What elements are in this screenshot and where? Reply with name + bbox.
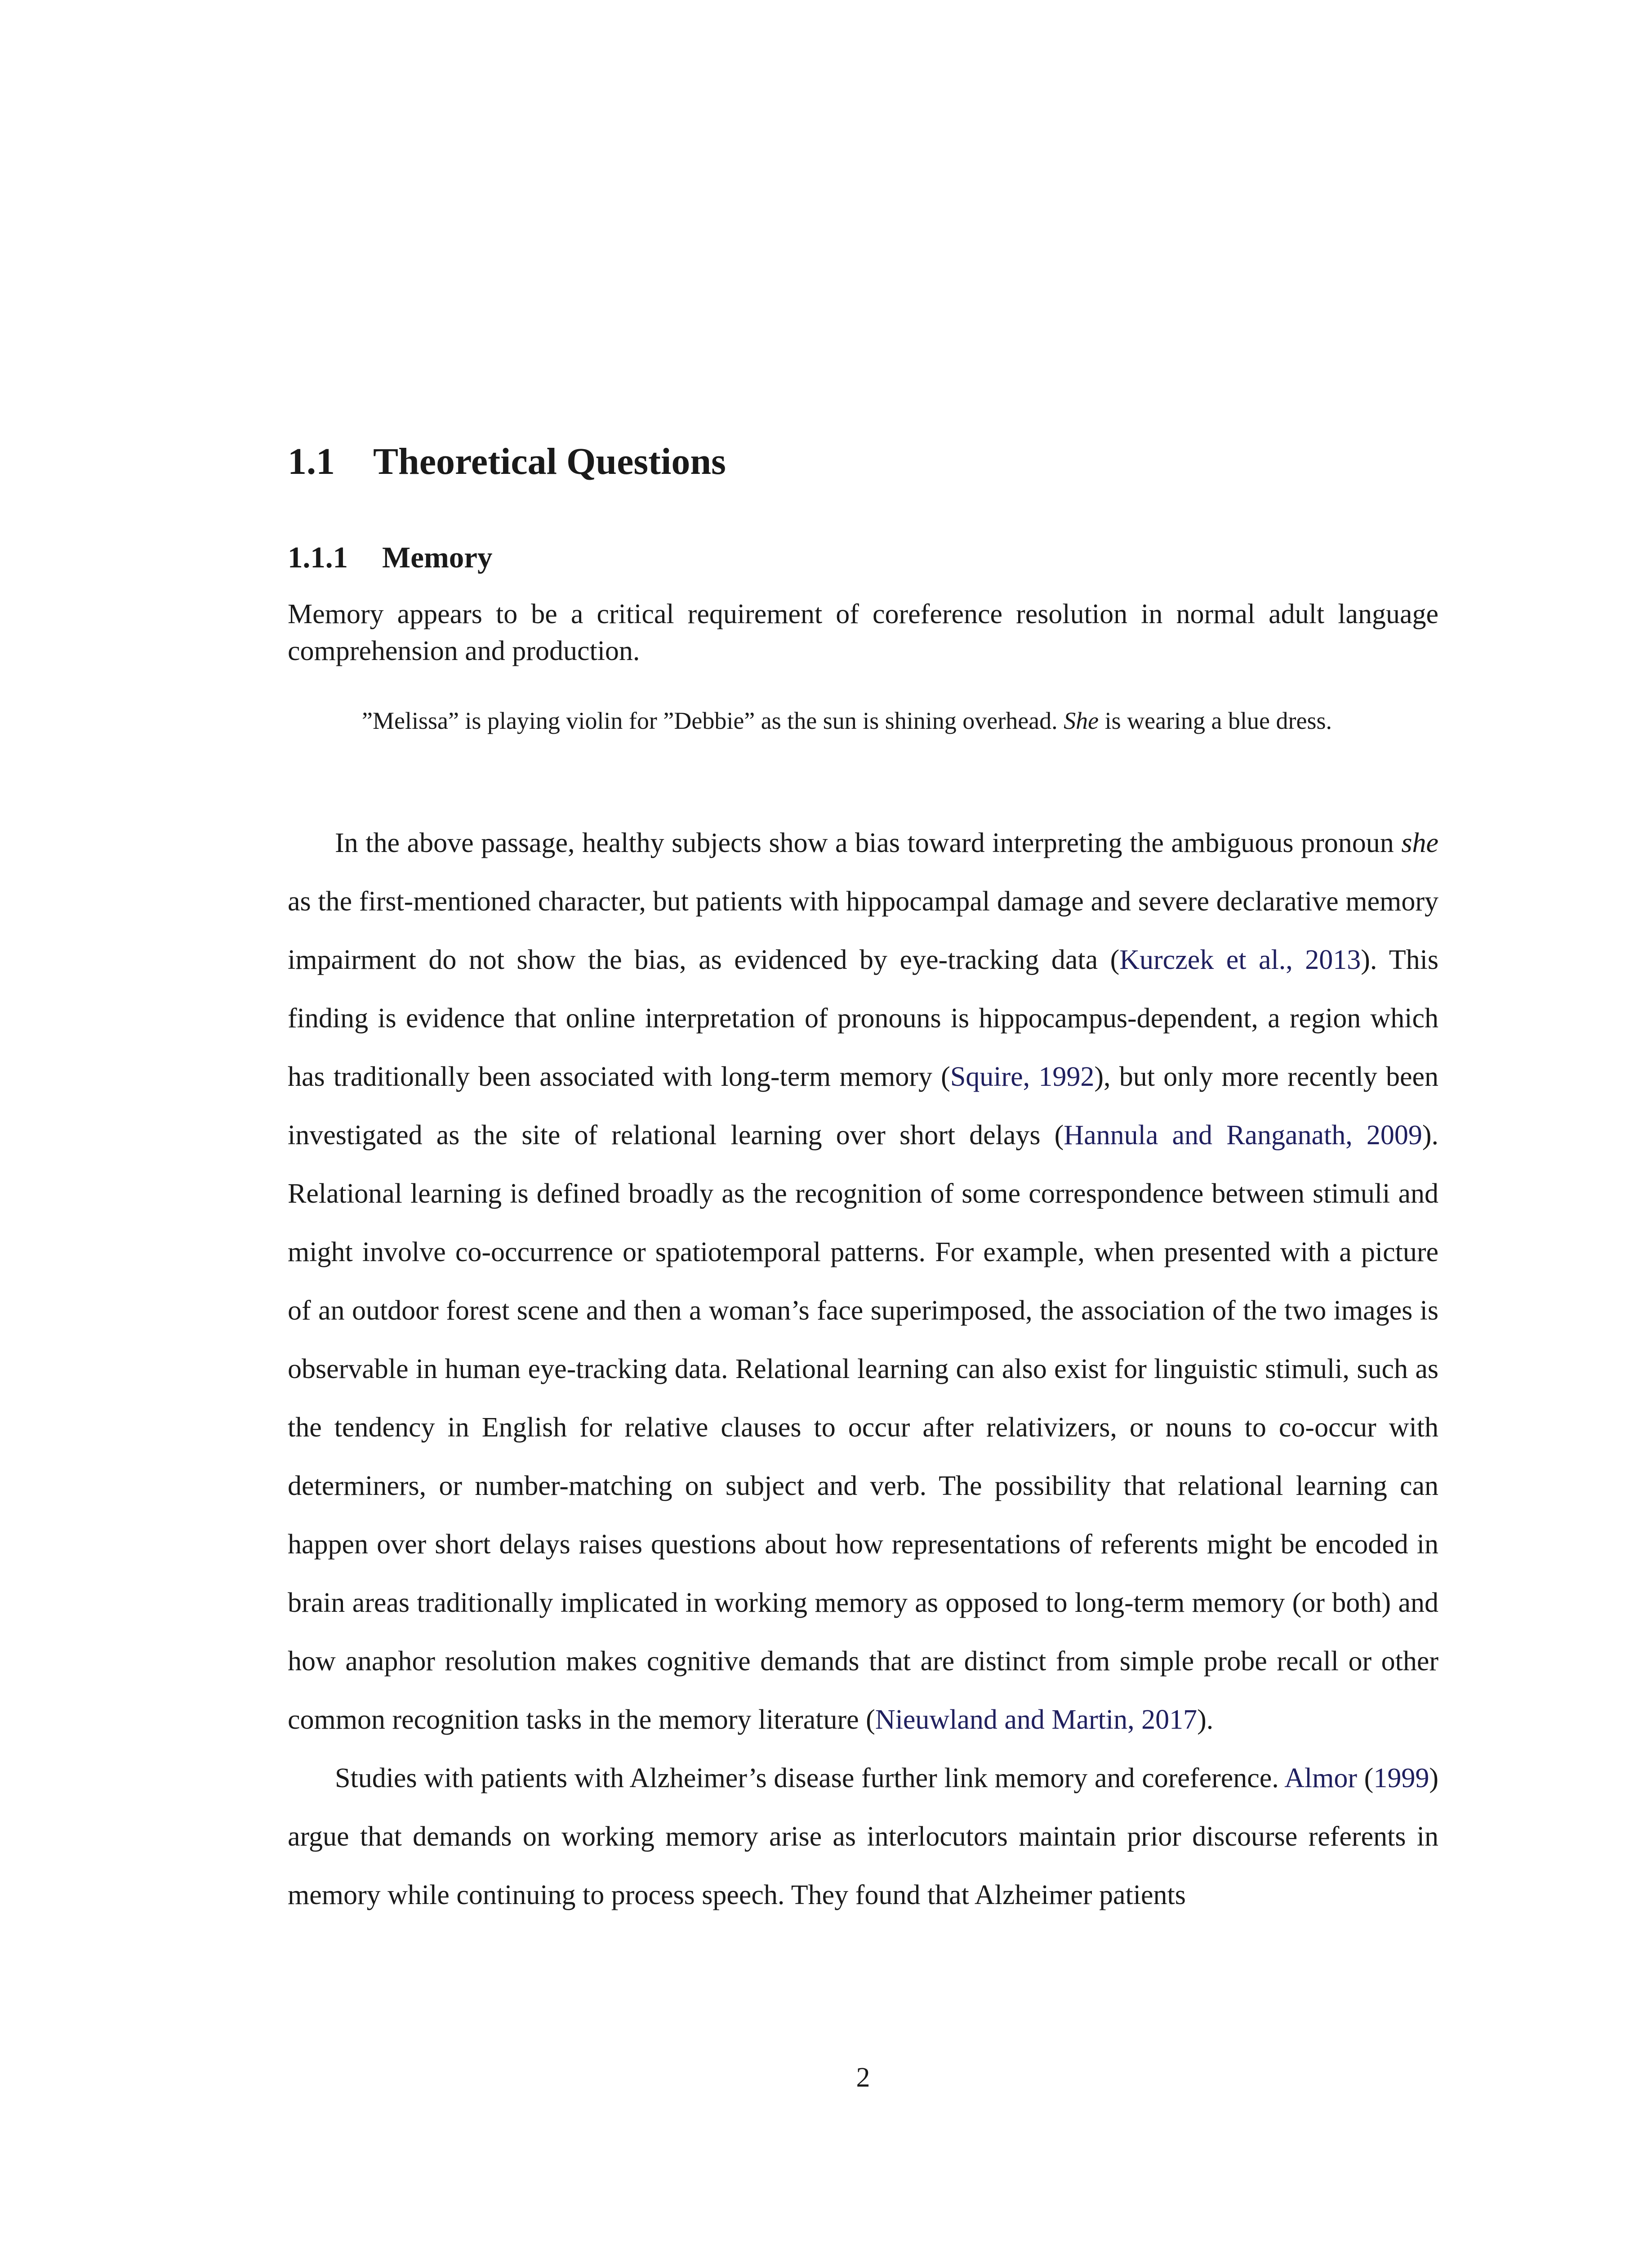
- p1-text-6: ).: [1197, 1704, 1214, 1735]
- p1-text-1: In the above passage, healthy subjects show a bias toward interpreting the ambiguous pronoun: [335, 828, 1402, 858]
- p2-text-2: (: [1357, 1763, 1374, 1793]
- p1-text-3: ). This finding is evidence that online interpretation of pronouns is hippocampus-dependent, a region which has traditionally been associated with long-term memory (: [288, 945, 1439, 1092]
- section-heading: [288, 443, 726, 481]
- body-text: [288, 814, 1438, 1924]
- subsection-heading: [288, 543, 493, 573]
- section-title: Theoretical Questions: [373, 441, 726, 482]
- citation-link-kurczek[interactable]: Kurczek et al., 2013: [1119, 945, 1361, 975]
- p1-text-5: ). Relational learning is defined broadly as the recognition of some correspondence between stimuli and might involve co-occurrence or spatiotemporal patterns. For example, when presented with a picture of an outdoor forest scene and then a woman’s face superimposed, the association of the two images is observable in human eye-tracking data. Relational learning can also exist for linguistic stimuli, such as the tendency in English for relative clauses to occur after relativizers, or nouns to co-occur with determiners, or number-matching on subject and verb. The possibility that relational learning can happen over short delays raises questions about how representations of referents might be encoded in brain areas traditionally implicated in working memory as opposed to long-term memory (or both) and how anaphor resolution makes cognitive demands that are distinct from simple probe recall or other common recognition tasks in the memory literature (: [288, 1120, 1438, 1735]
- page-number: 2: [856, 2062, 870, 2093]
- citation-link-nieuwland[interactable]: Nieuwland and Martin, 2017: [875, 1704, 1198, 1735]
- quote-text-start: ”Melissa” is playing violin for ”Debbie” as the sun is shining overhead.: [362, 707, 1064, 734]
- p2-text-3: ) argue that demands on working memory arise as interlocutors maintain prior discourse referents in memory while continuing to process speech. They found that Alzheimer patients: [288, 1763, 1438, 1910]
- subsection-number: 1.1.1: [288, 541, 348, 574]
- quote-emphasis: She: [1064, 707, 1099, 734]
- section-number: 1.1: [288, 441, 335, 482]
- p1-text-2: as the first-mentioned character, but patients with hippocampal damage and severe declarative memory impairment do not show the bias, as evidenced by eye-tracking data (: [288, 886, 1438, 975]
- body-paragraph-2: [288, 1749, 1438, 1924]
- p1-emphasis: she: [1401, 828, 1438, 858]
- citation-link-almor-year[interactable]: 1999: [1373, 1763, 1429, 1793]
- citation-link-almor[interactable]: Almor: [1284, 1763, 1357, 1793]
- body-paragraph-1: [288, 814, 1438, 1749]
- document-page: [288, 0, 1438, 2248]
- quote-text-end: is wearing a blue dress.: [1099, 707, 1332, 734]
- citation-link-hannula[interactable]: Hannula and Ranganath, 2009: [1064, 1120, 1422, 1151]
- citation-link-squire[interactable]: Squire, 1992: [950, 1062, 1095, 1092]
- subsection-title: Memory: [382, 541, 493, 574]
- p2-text-1: Studies with patients with Alzheimer’s disease further link memory and coreference.: [335, 1763, 1285, 1793]
- intro-paragraph: Memory appears to be a critical requirement of coreference resolution in normal adult language comprehension and production.: [288, 599, 1438, 666]
- p1-text-4: ), but only more recently been investigated as the site of relational learning over short delays (: [288, 1062, 1438, 1151]
- example-quote: [362, 705, 1387, 737]
